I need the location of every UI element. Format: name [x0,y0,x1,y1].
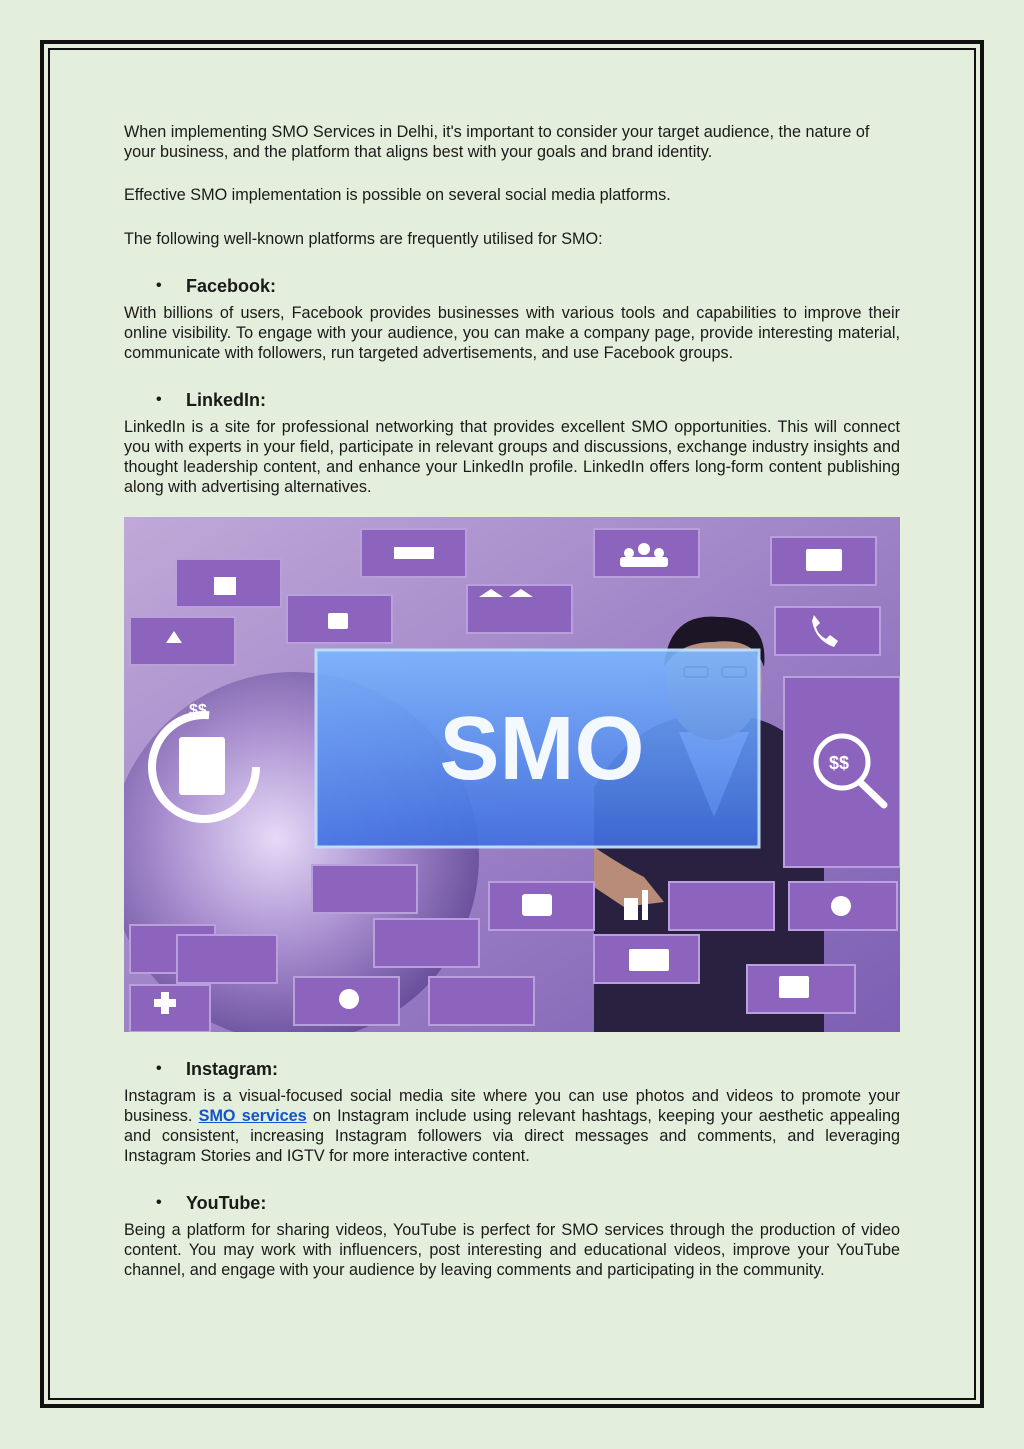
instagram-title: Instagram: [186,1059,279,1079]
instagram-text-after: on Instagram include using relevant hashtags, keeping your aesthetic appealing and consistent, increasing Instagram followers via direct messages and comments, and leveraging Instagram Stories and IGTV for more interactive content. [124,1107,900,1165]
instagram-paragraph [124,1086,900,1166]
youtube-paragraph: Being a platform for sharing videos, YouTube is perfect for SMO services through the production of video content. You may work with influencers, post interesting and educational videos, improve your YouTube channel, and engage with your audience by leaving comments and participating in the community. [124,1221,900,1279]
platforms-intro-paragraph: The following well-known platforms are frequently utilised for SMO: [124,230,603,248]
instagram-text-before: Instagram is a visual-focused social media site where you can use photos and videos to promote your business. [124,1087,900,1125]
facebook-paragraph: With billions of users, Facebook provides businesses with various tools and capabilities to improve their online visibility. To engage with your audience, you can make a company page, provide interesting material, communicate with followers, run targeted advertisements, and use Facebook groups. [124,304,900,362]
intro-paragraph: When implementing SMO Services in Delhi, it's important to consider your target audience, the nature of your business, and the platform that aligns best with your goals and brand identity. [124,123,870,161]
bullet-icon: • [156,391,162,408]
smo-headline: SMO [439,699,645,799]
facebook-title: Facebook: [186,276,277,296]
youtube-title: YouTube: [186,1193,267,1213]
smo-hero-image [124,517,900,1032]
bullet-icon: • [156,277,162,294]
youtube-heading [124,1192,900,1214]
document-body [124,122,900,1280]
linkedin-title: LinkedIn: [186,390,266,410]
effective-paragraph: Effective SMO implementation is possible on several social media platforms. [124,186,671,204]
bullet-icon: • [156,1194,162,1211]
instagram-heading [124,1058,900,1080]
linkedin-paragraph: LinkedIn is a site for professional networking that provides excellent SMO opportunities. This will connect you with experts in your field, participate in relevant groups and discussions, exchange industry insights and thought leadership content, and enhance your LinkedIn profile. LinkedIn offers long-form content publishing along with advertising alternatives. [124,418,900,496]
facebook-heading [124,275,900,297]
linkedin-heading [124,389,900,411]
bullet-icon: • [156,1060,162,1077]
price-tag: $$ [189,702,207,719]
smo-services-link[interactable]: SMO services [198,1107,307,1125]
search-price-tag: $$ [829,753,850,773]
